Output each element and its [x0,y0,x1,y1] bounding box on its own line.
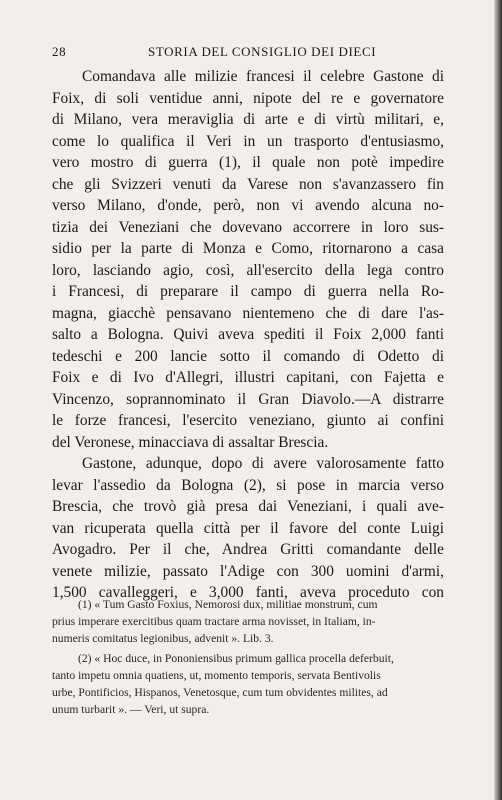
page-header [52,44,472,64]
text-line: le forze francesi, l'esercito veneziano, giunto ai confini [52,412,444,429]
footnote-1 [52,596,444,647]
text-line: salto a Bologna. Quivi aveva spediti il Foix 2,000 fanti [52,326,444,343]
footnote-line: urbe, Pontificios, Hispanos, Venetosque, cum tum obvidentes milites, ad [52,686,388,699]
text-line: sidio per la parte di Monza e Como, ritornarono a casa [52,240,444,257]
text-line: Comandava alle milizie francesi il celebre Gastone di [82,68,444,85]
text-line: come lo qualifica il Veri in un trasporto d'entusiasmo, [52,132,444,150]
footnote-line: numeris comitatus legionibus, advenit ». Lib. 3. [52,632,274,645]
text-line: che gli Svizzeri venuti da Varese non s'avanzassero fin [52,175,444,193]
text-line: Vincenzo, soprannominato il Gran Diavolo.—A distrarre [52,390,444,408]
text-line: i Francesi, di preparare il campo di guerra nella Ro- [52,283,444,300]
text-line: magna, giacchè pensavano nientemeno che di dare l'as- [52,304,444,322]
text-line: tedeschi e 200 lancie sotto il comando di Odetto di [52,347,444,365]
footnote-line: prius imperare exercitibus quam tractare arma novisset, in Italiam, in- [52,615,376,628]
running-title: STORIA DEL CONSIGLIO DEI DIECI [148,44,377,59]
text-line: Gastone, adunque, dopo di avere valorosamente fatto [82,455,444,472]
text-line: Brescia, che trovò già presa dai Veneziani, i quali ave- [52,498,444,515]
text-line: van ricuperata quella città per il favore del conte Luigi [52,519,444,537]
text-line: Foix, di soli ventidue anni, nipote del re e governatore [52,89,444,107]
text-line: Avogadro. Per il che, Andrea Gritti comandante delle [52,541,444,558]
text-line: loro, lasciando agio, così, all'esercito della lega contro [52,261,444,279]
footnote-line: unum turbarit ». — Veri, ut supra. [52,703,210,716]
text-line: venete milizie, passato l'Adige con 300 uomini d'armi, [52,562,444,580]
text-line: vero mostro di guerra (1), il quale non potè impedire [52,154,444,171]
text-line: del Veronese, minacciava di assaltar Brescia. [52,433,329,451]
text-line: levar l'assedio da Bologna (2), si pose in marcia verso [52,476,444,494]
text-line: tizia dei Veneziani che dovevano accorrere in loro sus- [52,218,444,236]
footnotes [52,596,444,718]
footnote-2 [52,650,444,718]
text-line: Foix e di Ivo d'Allegri, illustri capitani, con Fajetta e [52,369,444,386]
footnote-line: (2) « Hoc duce, in Pononiensibus primum gallica procella deferbuit, [78,652,394,665]
text-line: 1,500 cavalleggeri, e 3,000 fanti, aveva proceduto con [52,584,444,601]
text-line: verso Milano, d'onde, però, non vi avendo alcuna no- [52,197,444,214]
footnote-line: (1) « Tum Gasto Foxius, Nemorosi dux, militiae monstrum, cum [78,598,378,611]
footnote-line: tanto impetu omnia quatiens, ut, momento temporis, servata Bentivolis [52,669,381,682]
paragraph-2 [52,453,444,604]
text-line: di Milano, vera meraviglia di arte e di virtù militari, e, [52,111,444,128]
page-number: 28 [52,44,67,59]
page-edge-shadow [494,0,502,800]
paragraph-1 [52,66,444,453]
main-text [52,66,444,604]
